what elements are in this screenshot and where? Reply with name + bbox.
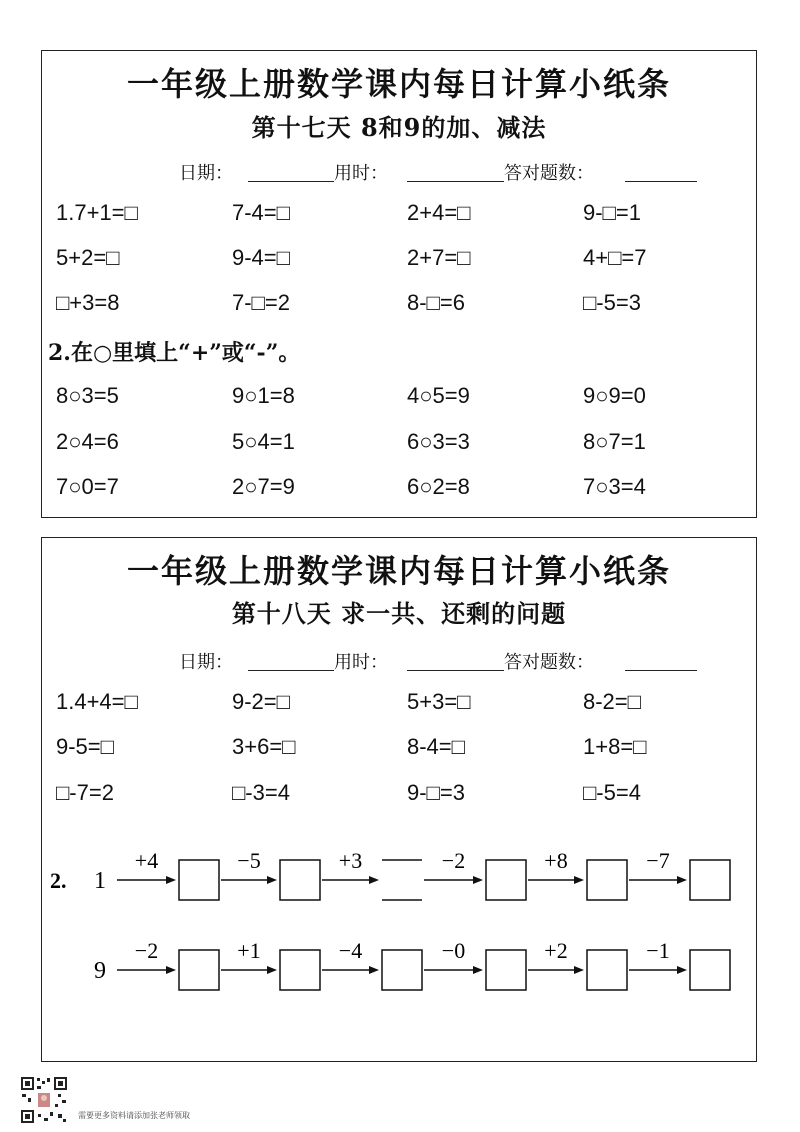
- operation-label: +8: [544, 848, 568, 873]
- operation-label: −1: [646, 938, 670, 963]
- problem[interactable]: 9-□=1: [583, 200, 641, 225]
- time-label: 用时：: [334, 652, 388, 673]
- answer-box[interactable]: [690, 860, 730, 900]
- problem[interactable]: 9○9=0: [583, 383, 646, 408]
- arrow-head: [574, 876, 584, 884]
- problem[interactable]: □-3=4: [232, 780, 290, 805]
- answer-box[interactable]: [179, 860, 219, 900]
- problem[interactable]: □-5=4: [583, 780, 641, 805]
- problem[interactable]: 2○4=6: [56, 429, 119, 454]
- worksheet-day-18: [41, 537, 757, 1062]
- answer-box[interactable]: [486, 950, 526, 990]
- problem[interactable]: 3+6=□: [232, 734, 296, 759]
- problem[interactable]: 7-4=□: [232, 200, 290, 225]
- problem[interactable]: □-7=2: [56, 780, 114, 805]
- answer-box[interactable]: [382, 950, 422, 990]
- arrow-head: [369, 876, 379, 884]
- problem[interactable]: 9-□=3: [407, 780, 465, 805]
- footer: [20, 1076, 760, 1126]
- operation-label: −2: [441, 848, 466, 873]
- problem[interactable]: □-5=3: [583, 290, 641, 315]
- answer-box[interactable]: [587, 950, 627, 990]
- problem[interactable]: 2○7=9: [232, 474, 295, 499]
- problem[interactable]: 9-4=□: [232, 245, 290, 270]
- problem[interactable]: 1.7+1=□: [56, 200, 138, 225]
- worksheet-title: 一年级上册数学课内每日计算小纸条: [126, 552, 671, 590]
- operation-label: −7: [646, 848, 670, 873]
- problem[interactable]: 7-□=2: [232, 290, 290, 315]
- date-field[interactable]: [248, 181, 334, 182]
- problem[interactable]: 7○0=7: [56, 474, 119, 499]
- problem[interactable]: 8-2=□: [583, 689, 641, 714]
- answer-box[interactable]: [690, 950, 730, 990]
- footer-note: 需要更多资料请添加张老师领取: [78, 1111, 190, 1120]
- operation-label: −2: [134, 938, 159, 963]
- problem[interactable]: 8○7=1: [583, 429, 646, 454]
- date-label: 日期：: [179, 163, 233, 184]
- answer-box[interactable]: [280, 860, 320, 900]
- time-label: 用时：: [334, 163, 388, 184]
- problem[interactable]: 9○1=8: [232, 383, 295, 408]
- arrow-head: [369, 966, 379, 974]
- problem[interactable]: 5○4=1: [232, 429, 295, 454]
- chain-start-number: 9: [94, 958, 106, 984]
- problem[interactable]: 9-2=□: [232, 689, 290, 714]
- answer-box[interactable]: [280, 950, 320, 990]
- worksheet-day-17: [41, 50, 757, 518]
- chain-start-number: 1: [94, 868, 106, 894]
- problem[interactable]: 5+3=□: [407, 689, 471, 714]
- worksheet-subtitle: 第十七天 8和9的加、减法: [251, 113, 547, 142]
- operation-label: +2: [544, 938, 568, 963]
- problem[interactable]: 8-4=□: [407, 734, 465, 759]
- arrow-head: [677, 876, 687, 884]
- score-field[interactable]: [625, 181, 697, 182]
- problem[interactable]: 9-5=□: [56, 734, 114, 759]
- answer-box[interactable]: [587, 860, 627, 900]
- problem[interactable]: 4+□=7: [583, 245, 647, 270]
- qr-code-icon: [20, 1076, 68, 1124]
- arrow-head: [574, 966, 584, 974]
- arrow-head: [677, 966, 687, 974]
- answer-box[interactable]: [486, 860, 526, 900]
- worksheet-title: 一年级上册数学课内每日计算小纸条: [126, 65, 671, 103]
- problem[interactable]: 2+4=□: [407, 200, 471, 225]
- problem[interactable]: 4○5=9: [407, 383, 470, 408]
- operation-label: −0: [441, 938, 466, 963]
- arrow-head: [473, 966, 483, 974]
- time-field[interactable]: [407, 181, 504, 182]
- number-chain-diagram: [42, 538, 756, 1061]
- arrow-head: [473, 876, 483, 884]
- arrow-head: [267, 876, 277, 884]
- arrow-head: [166, 876, 176, 884]
- operation-label: −5: [237, 848, 261, 873]
- score-label: 答对题数：: [504, 652, 594, 673]
- problem[interactable]: □+3=8: [56, 290, 120, 315]
- part2-instruction: 2.在○里填上“+”或“-”。: [48, 340, 301, 366]
- problem[interactable]: 6○2=8: [407, 474, 470, 499]
- problem[interactable]: 8○3=5: [56, 383, 119, 408]
- arrow-head: [166, 966, 176, 974]
- operation-label: +1: [237, 938, 261, 963]
- operation-label: −4: [338, 938, 363, 963]
- problem[interactable]: 6○3=3: [407, 429, 470, 454]
- problem[interactable]: 7○3=4: [583, 474, 646, 499]
- answer-box[interactable]: [179, 950, 219, 990]
- problem[interactable]: 1.4+4=□: [56, 689, 138, 714]
- info-row: [42, 159, 756, 185]
- date-label: 日期：: [179, 652, 233, 673]
- arrow-head: [267, 966, 277, 974]
- problem[interactable]: 8-□=6: [407, 290, 465, 315]
- operation-label: +3: [338, 848, 363, 873]
- operation-label: +4: [134, 848, 159, 873]
- problem[interactable]: 5+2=□: [56, 245, 120, 270]
- score-label: 答对题数：: [504, 163, 594, 184]
- part2-label: 2.: [50, 868, 67, 893]
- worksheet-subtitle: 第十八天 求一共、还剩的问题: [231, 599, 567, 628]
- problem[interactable]: 2+7=□: [407, 245, 471, 270]
- problem[interactable]: 1+8=□: [583, 734, 647, 759]
